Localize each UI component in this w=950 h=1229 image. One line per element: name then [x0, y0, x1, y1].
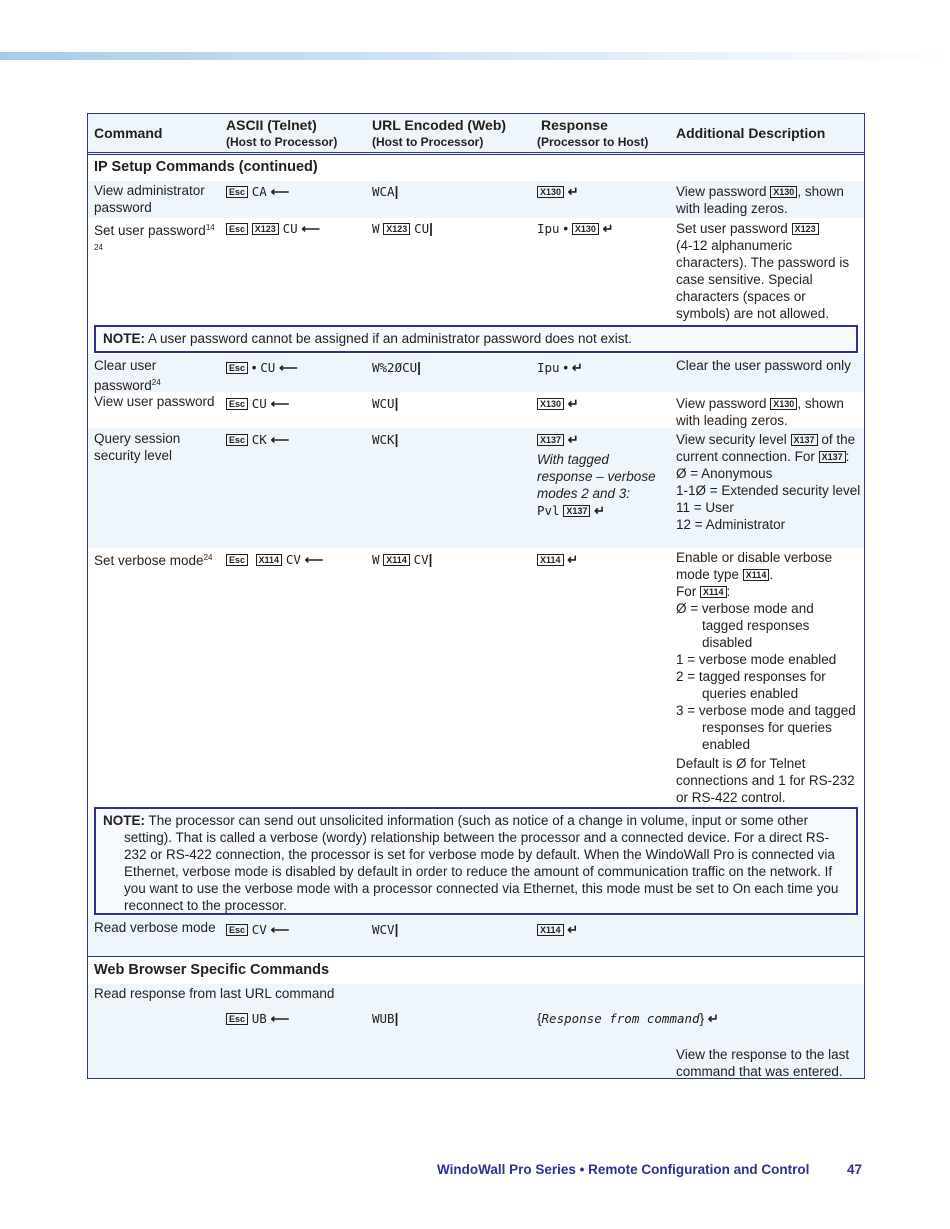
- desc-view-admin: [676, 183, 861, 217]
- pipe-icon: |: [417, 360, 421, 375]
- desc-set-user: [676, 220, 856, 322]
- page-number: 47: [847, 1162, 863, 1177]
- esc-key-box: Esc: [226, 554, 248, 566]
- resp-query-security: [537, 431, 662, 519]
- w-code: W: [372, 221, 380, 236]
- desc-query-security: View security level X137 of the current connection. For X137 : Ø = Anonymous 1-1Ø = Extended security level 11 = User 12 = Administrator: [676, 432, 861, 532]
- pipe-icon: |: [394, 1011, 399, 1026]
- x130-box: X130: [770, 186, 797, 198]
- pipe-icon: |: [394, 396, 399, 411]
- bullet: •: [563, 360, 569, 375]
- footer-title: WindoWall Pro Series • Remote Configuration and Control: [437, 1162, 810, 1177]
- x130-box: X130: [572, 223, 599, 235]
- pipe-icon: |: [429, 221, 433, 236]
- note-text: A user password cannot be assigned if an administrator password does not exist.: [145, 331, 633, 346]
- x130-box: X130: [770, 398, 797, 410]
- header-url: [372, 117, 506, 151]
- bullet: •: [251, 360, 257, 375]
- desc-text: of the current connection. For: [676, 432, 856, 464]
- esc-key-box: Esc: [226, 223, 248, 235]
- cmd-text: Clear user password: [94, 358, 157, 393]
- header-response-sub: (Processor to Host): [537, 135, 649, 149]
- cmd-code: CV: [379, 922, 395, 937]
- footnote-ref: 24: [151, 378, 161, 387]
- url-read-verbose: [372, 921, 398, 938]
- desc-text: View password: [676, 184, 771, 199]
- x130-box: X130: [537, 398, 564, 410]
- left-arrow-icon: ⟵: [304, 552, 324, 567]
- cmd-code: CV: [285, 552, 301, 567]
- return-arrow-icon: ↵: [567, 432, 579, 447]
- return-arrow-icon: ↵: [571, 360, 583, 375]
- x130-box: X130: [537, 186, 564, 198]
- url-query-security: [372, 431, 398, 448]
- command-table: [87, 113, 865, 1079]
- ascii-clear-user: [226, 359, 298, 376]
- cmd-code: CA: [251, 184, 267, 199]
- desc-text: View password: [676, 396, 771, 411]
- cmd-read-verbose-mode: Read verbose mode: [94, 920, 216, 935]
- cmd-code: CU: [414, 221, 430, 236]
- header-ascii-title: ASCII (Telnet): [226, 117, 317, 133]
- note-label: NOTE:: [103, 331, 145, 346]
- return-arrow-icon: ↵: [602, 221, 614, 236]
- return-arrow-icon: ↵: [707, 1011, 719, 1026]
- x114-box: X114: [537, 924, 564, 936]
- verbose-mode-item: 3 = verbose mode and tagged responses for queries enabled: [676, 703, 856, 752]
- security-level-item: 11 = User: [676, 500, 734, 515]
- pvl-code: Pvl: [537, 503, 560, 518]
- ascii-read-verbose: [226, 921, 289, 938]
- cmd-code: CU: [402, 360, 418, 375]
- cmd-text: Set verbose mode: [94, 553, 204, 568]
- verbose-mode-item: Ø = verbose mode and tagged responses disabled: [676, 601, 814, 650]
- w-code: W: [372, 432, 380, 447]
- cmd-clear-user-password: [94, 357, 219, 394]
- ascii-query-security: [226, 431, 289, 448]
- cmd-code: UB: [379, 1011, 395, 1026]
- desc-text: , shown with leading zeros.: [676, 184, 844, 216]
- section-title-ip-setup: IP Setup Commands (continued): [94, 159, 318, 175]
- section-title-web-browser: Web Browser Specific Commands: [94, 962, 330, 978]
- cmd-code: CU: [251, 396, 267, 411]
- cmd-read-last-url-response: Read response from last URL command: [94, 986, 335, 1001]
- left-arrow-icon: ⟵: [270, 922, 290, 937]
- bullet: •: [563, 221, 569, 236]
- w-code: W: [372, 922, 380, 937]
- url-read-url: [372, 1010, 398, 1027]
- x137-box: X137: [791, 434, 818, 446]
- desc-read-url: View the response to the last command that was entered.: [676, 1047, 850, 1079]
- cmd-set-verbose-mode: [94, 549, 219, 569]
- cmd-code: UB: [251, 1011, 267, 1026]
- url-clear-user: [372, 359, 421, 376]
- x114-box: X114: [383, 554, 410, 566]
- desc-text: For: [676, 584, 701, 599]
- desc-text: , shown with leading zeros.: [676, 396, 844, 428]
- ascii-set-user: [226, 220, 320, 237]
- tagged-response-note: With tagged response – verbose modes 2 and 3:: [537, 452, 656, 501]
- return-arrow-icon: ↵: [567, 396, 579, 411]
- resp-clear-user: [537, 359, 583, 376]
- resp-view-user: [537, 395, 579, 412]
- footnote-ref: 24: [203, 553, 213, 562]
- header-url-sub: (Host to Processor): [372, 135, 484, 149]
- ipu-code: Ipu: [537, 221, 560, 236]
- pipe-icon: |: [394, 432, 399, 447]
- desc-text: (4-12 alphanumeric characters). The password is case sensitive. Special characters (spaces or symbols) are not allowed.: [676, 238, 850, 321]
- x123-box: X123: [252, 223, 279, 235]
- left-arrow-icon: ⟵: [270, 432, 290, 447]
- left-arrow-icon: ⟵: [270, 1011, 290, 1026]
- security-level-item: 1-1Ø = Extended security level: [676, 483, 861, 498]
- space-code: %2Ø: [379, 360, 403, 375]
- resp-set-user: [537, 220, 614, 237]
- return-arrow-icon: ↵: [594, 503, 606, 518]
- cmd-view-admin-password: View administrator password: [94, 183, 205, 215]
- ascii-read-url: [226, 1010, 289, 1027]
- esc-key-box: Esc: [226, 362, 248, 374]
- x114-box: X114: [743, 569, 770, 581]
- resp-read-verbose: [537, 921, 578, 938]
- return-arrow-icon: ↵: [567, 922, 579, 937]
- w-code: W: [372, 552, 380, 567]
- w-code: W: [372, 360, 380, 375]
- ascii-set-verbose: [226, 551, 323, 568]
- desc-view-user: [676, 395, 861, 429]
- desc-text: Set user password: [676, 221, 792, 236]
- pipe-icon: |: [394, 184, 399, 199]
- header-response: [537, 117, 648, 151]
- cmd-code: CV: [251, 922, 267, 937]
- x114-box: X114: [537, 554, 564, 566]
- x137-box: X137: [537, 434, 564, 446]
- x114-box: X114: [700, 586, 727, 598]
- desc-text: View security level: [676, 432, 791, 447]
- url-set-verbose: [372, 551, 432, 568]
- w-code: W: [372, 1011, 380, 1026]
- desc-clear-user: Clear the user password only: [676, 358, 851, 373]
- cmd-code: CK: [379, 432, 395, 447]
- x137-box: X137: [819, 451, 846, 463]
- left-arrow-icon: ⟵: [279, 360, 298, 375]
- header-ascii-sub: (Host to Processor): [226, 135, 338, 149]
- cmd-view-user-password: View user password: [94, 394, 215, 409]
- desc-set-verbose: Enable or disable verbose mode type X114 . For X114 : Ø = verbose mode and tagged responses disabled 1 = verbose mode enabled 2 = tagged responses for queries enabled 3 = verbose mode and tagged responses for queries enabled Default is Ø for Telnet connections and 1 for RS-232 or RS-422 control.: [676, 550, 856, 805]
- cmd-code: CU: [260, 360, 276, 375]
- url-view-user: [372, 395, 398, 412]
- left-arrow-icon: ⟵: [301, 221, 321, 236]
- ascii-view-admin: [226, 183, 289, 200]
- resp-set-verbose: [537, 551, 578, 568]
- cmd-code: CV: [413, 552, 429, 567]
- cmd-code: CU: [282, 221, 298, 236]
- header-url-title: URL Encoded (Web): [372, 117, 507, 133]
- cmd-code: CA: [379, 184, 395, 199]
- return-arrow-icon: ↵: [567, 552, 579, 567]
- left-arrow-icon: ⟵: [270, 396, 290, 411]
- verbose-default-text: Default is Ø for Telnet connections and 1 for RS-232 or RS-422 control.: [676, 756, 855, 805]
- esc-key-box: Esc: [226, 398, 248, 410]
- esc-key-box: Esc: [226, 434, 248, 446]
- cmd-code: CK: [251, 432, 267, 447]
- top-gradient-bar: [0, 52, 950, 60]
- note-text: The processor can send out unsolicited information (such as notice of a change in volume, input or some other setting). That is called a verbose (wordy) relationship between the processor and a connected device. For a direct RS-232 or RS-422 connection, the processor is set for verbose mode by default. When the WindoWall Pro is connected via Ethernet, verbose mode is disabled by default in order to reduce the amount of communication traffic on the network. If you want to use the verbose mode with a processor connected via Ethernet, this mode must be set to On each time you reconnect to the processor.: [124, 813, 839, 913]
- return-arrow-icon: ↵: [567, 184, 579, 199]
- esc-key-box: Esc: [226, 186, 248, 198]
- response-placeholder: Response from command: [541, 1011, 700, 1026]
- x123-box: X123: [792, 223, 819, 235]
- header-command: Command: [94, 125, 163, 141]
- verbose-mode-item: 2 = tagged responses for queries enabled: [676, 669, 826, 701]
- resp-read-url: {Response from command} ↵: [537, 1011, 719, 1026]
- w-code: W: [372, 184, 380, 199]
- x123-box: X123: [383, 223, 410, 235]
- note-verbose-mode: [94, 807, 858, 915]
- esc-key-box: Esc: [226, 1013, 248, 1025]
- footnote-ref: 14 24: [94, 223, 215, 252]
- cmd-set-user-password: [94, 219, 219, 259]
- verbose-mode-item: 1 = verbose mode enabled: [676, 652, 837, 667]
- esc-key-box: Esc: [226, 924, 248, 936]
- header-ascii: [226, 117, 337, 151]
- cmd-code: CU: [379, 396, 395, 411]
- ascii-view-user: [226, 395, 289, 412]
- x137-box: X137: [563, 505, 590, 517]
- header-description: Additional Description: [676, 125, 826, 141]
- security-level-item: Ø = Anonymous: [676, 466, 773, 481]
- header-response-title: Response: [541, 117, 608, 133]
- desc-text: Enable or disable verbose mode type: [676, 550, 833, 582]
- pipe-icon: |: [394, 922, 399, 937]
- url-view-admin: [372, 183, 398, 200]
- pipe-icon: |: [428, 552, 433, 567]
- cmd-query-security-level: Query session security level: [94, 431, 181, 463]
- w-code: W: [372, 396, 380, 411]
- ipu-code: Ipu: [537, 360, 560, 375]
- security-level-item: 12 = Administrator: [676, 517, 786, 532]
- note-label: NOTE:: [103, 813, 145, 828]
- left-arrow-icon: ⟵: [270, 184, 290, 199]
- note-admin-password: [94, 325, 858, 353]
- x114-box: X114: [256, 554, 283, 566]
- url-set-user: [372, 220, 433, 237]
- resp-view-admin: [537, 183, 579, 200]
- cmd-text: Set user password: [94, 223, 206, 238]
